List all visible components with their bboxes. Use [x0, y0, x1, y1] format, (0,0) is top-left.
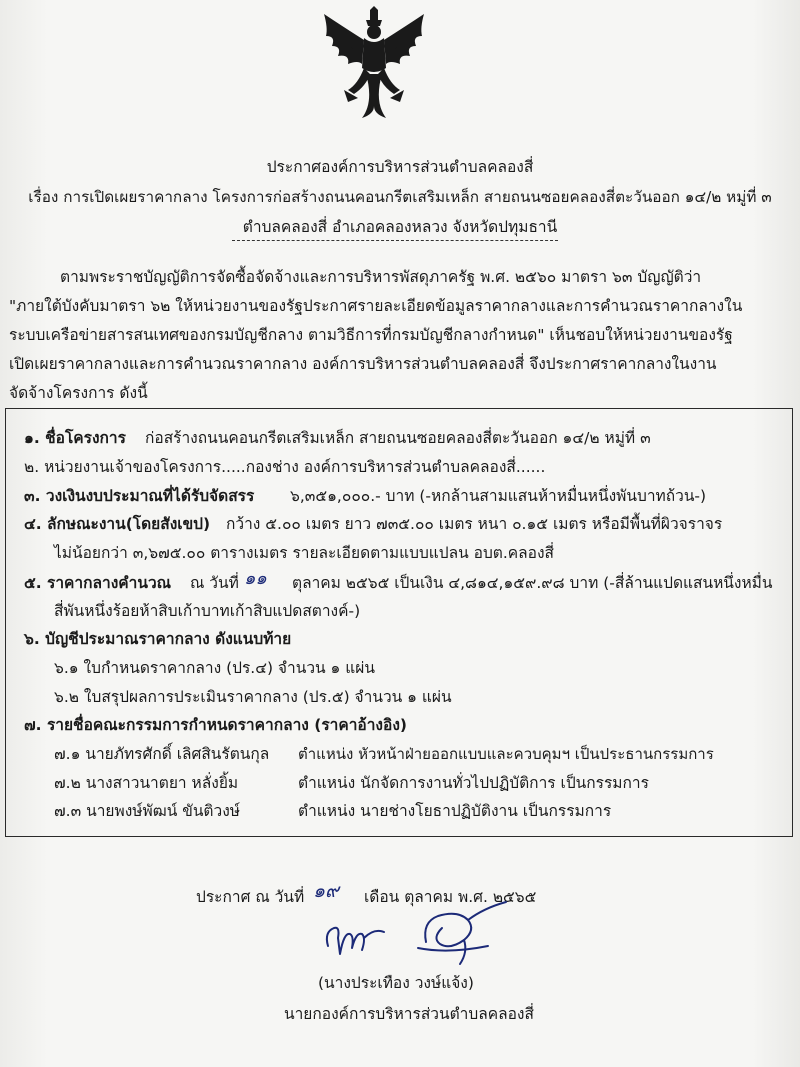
- intro-line-1: ตามพระราชบัญญัติการจัดซื้อจัดจ้างและการบริหารพัสดุภาครัฐ พ.ศ. ๒๕๖๐ มาตรา ๖๓ บัญญัติว่า: [60, 268, 702, 286]
- signer-title: นายกองค์การบริหารส่วนตำบลคลองสี่: [284, 1005, 534, 1023]
- item-5-value-line-1: ตุลาคม ๒๕๖๕ เป็นเงิน ๔,๘๑๔,๑๕๙.๙๘ บาท (-สี่ล้านแปดแสนหนึ่งหมื่น: [292, 574, 773, 592]
- item-7-label: ๗. รายชื่อคณะกรรมการกำหนดราคากลาง (ราคาอ้างอิง): [24, 716, 407, 734]
- item-3-label: ๓. วงเงินงบประมาณที่ได้รับจัดสรร: [24, 487, 255, 505]
- item-6-label: ๖. บัญชีประมาณราคากลาง ดังแนบท้าย: [24, 630, 292, 648]
- item-4-value-line-1: กว้าง ๕.๐๐ เมตร ยาว ๗๓๕.๐๐ เมตร หนา ๐.๑๕ เมตร หรือมีพื้นที่ผิวจราจร: [226, 515, 723, 533]
- intro-line-3: ระบบเครือข่ายสารสนเทศของกรมบัญชีกลาง ตามวิธีการที่กรมบัญชีกลางกำหนด" เห็นชอบให้หน่วยงานของรัฐ: [9, 326, 733, 344]
- committee-member-1-role: ตำแหน่ง หัวหน้าฝ่ายออกแบบและควบคุมฯ เป็นประธานกรรมการ: [298, 745, 714, 763]
- intro-line-5: จัดจ้างโครงการ ดังนี้: [9, 384, 148, 402]
- item-4-value-line-2: ไม่น้อยกว่า ๓,๖๗๕.๐๐ ตารางเมตร รายละเอียดตามแบบแปลน อบต.คลองสี่: [54, 544, 554, 562]
- announce-date-suffix: เดือน ตุลาคม พ.ศ. ๒๕๖๕: [364, 888, 537, 906]
- committee-member-1-name: ๗.๑ นายภัทรศักดิ์ เลิศสินรัตนกุล: [54, 745, 270, 763]
- announcement-subject-location: ตำบลคลองสี่ อำเภอคลองหลวง จังหวัดปทุมธานี: [242, 218, 558, 236]
- item-5-handwritten-day: ๑๑: [244, 568, 267, 589]
- announcement-org-line: ประกาศองค์การบริหารส่วนตำบลคลองสี่: [266, 158, 534, 176]
- handwritten-signature: [318, 898, 508, 968]
- intro-line-2: "ภายใต้บังคับมาตรา ๖๒ ให้หน่วยงานของรัฐประกาศรายละเอียดข้อมูลราคากลางและการคำนวณราคากลางใน: [9, 297, 743, 315]
- committee-member-3-name: ๗.๓ นายพงษ์พัฒน์ ขันติวงษ์: [54, 802, 240, 820]
- item-2-text: ๒. หน่วยงานเจ้าของโครงการ.....กองช่าง องค์การบริหารส่วนตำบลคลองสี่......: [24, 458, 546, 476]
- item-3-value: ๖,๓๕๑,๐๐๐.- บาท (-หกล้านสามแสนห้าหมื่นหนึ่งพันบาทถ้วน-): [290, 487, 707, 505]
- announce-handwritten-day: ๑๙: [313, 880, 339, 902]
- intro-line-4: เปิดเผยราคากลางและการคำนวณราคากลาง องค์การบริหารส่วนตำบลคลองสี่ จึงประกาศราคากลางในงาน: [9, 355, 717, 373]
- item-1-value: ก่อสร้างถนนคอนกรีตเสริมเหล็ก สายถนนซอยคลองสี่ตะวันออก ๑๔/๒ หมู่ที่ ๓: [145, 429, 651, 447]
- header-divider: [232, 240, 558, 241]
- item-6-1: ๖.๑ ใบกำหนดราคากลาง (ปร.๔) จำนวน ๑ แผ่น: [54, 659, 375, 677]
- item-4-label: ๔. ลักษณะงาน(โดยสังเขป): [24, 515, 211, 533]
- committee-member-3-role: ตำแหน่ง นายช่างโยธาปฏิบัติงาน เป็นกรรมการ: [298, 802, 612, 820]
- item-5-label: ๕. ราคากลางคำนวณ: [24, 574, 172, 592]
- signer-name: (นางประเทือง วงษ์แจ้ง): [318, 974, 474, 992]
- item-1-label: ๑. ชื่อโครงการ: [24, 429, 126, 447]
- committee-member-2-role: ตำแหน่ง นักจัดการงานทั่วไปปฏิบัติการ เป็นกรรมการ: [298, 774, 649, 792]
- committee-member-2-name: ๗.๒ นางสาวนาตยา หลั่งยิ้ม: [54, 774, 239, 792]
- item-5-value-line-2: สี่พันหนึ่งร้อยห้าสิบเก้าบาทเก้าสิบแปดสตางค์-): [54, 602, 361, 620]
- garuda-emblem-icon: [318, 6, 430, 124]
- announcement-subject-line: เรื่อง การเปิดเผยราคากลาง โครงการก่อสร้างถนนคอนกรีตเสริมเหล็ก สายถนนซอยคลองสี่ตะวันออก ๑๔/๒ หมู่ที่ ๓: [28, 188, 772, 206]
- item-6-2: ๖.๒ ใบสรุปผลการประเมินราคากลาง (ปร.๕) จำนวน ๑ แผ่น: [54, 688, 452, 706]
- item-5-date-prefix: ณ วันที่: [190, 574, 239, 592]
- announce-date-prefix: ประกาศ ณ วันที่: [196, 888, 305, 906]
